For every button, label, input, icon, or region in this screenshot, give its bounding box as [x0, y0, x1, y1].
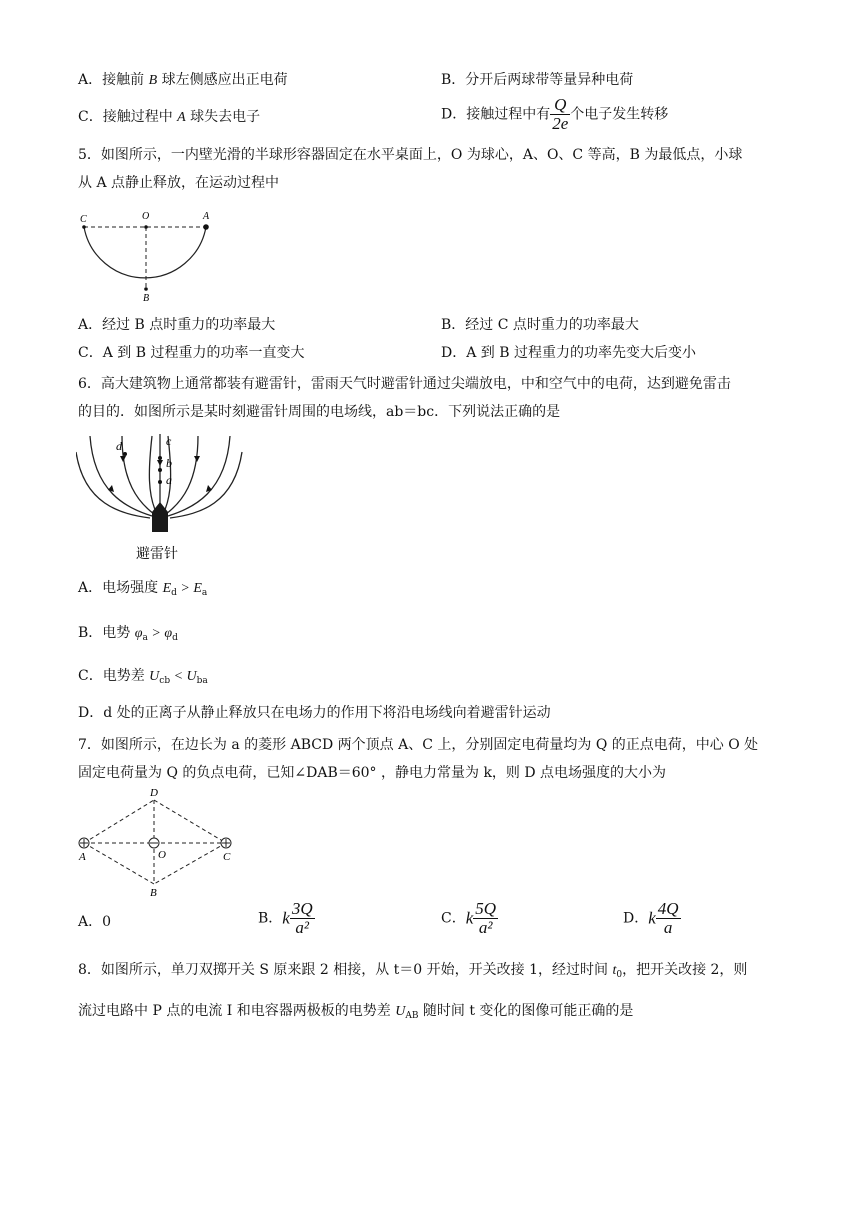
q7-stem-line1: 7．如图所示，在边长为 a 的菱形 ABCD 两个顶点 A、C 上，分别固定电荷量均为 Q 的正点电荷，中心 O 处 — [78, 737, 759, 753]
q5-stem-line1: 5．如图所示，一内壁光滑的半球形容器固定在水平桌面上，O 为球心，A、O、C 等高，B 为最低点，小球 — [78, 147, 743, 163]
label-b: b — [166, 456, 172, 470]
point-b — [144, 287, 148, 291]
edge-ad — [84, 800, 154, 843]
q5-option-c: C．A 到 B 过程重力的功率一直变大 — [78, 345, 305, 361]
q6-stem-line1: 6．高大建筑物上通常都装有避雷针，雷雨天气时避雷针通过尖端放电，中和空气中的电荷，达到避免雷击 — [78, 376, 731, 392]
edge-dc — [154, 800, 226, 843]
q5-hemisphere-figure — [76, 205, 226, 305]
q8-stem-line1: 8．如图所示，单刀双掷开关 S 原来跟 2 相接，从 t＝0 开始，开关改接 1，经过时间 $t_0$，把开关改接 2，则 — [78, 962, 748, 980]
ball-a — [203, 224, 209, 230]
q7-option-b: B．k $\frac{3Q}{\text{a²}}$ — [258, 899, 313, 937]
label-a: A — [203, 211, 210, 222]
q6-option-b: B．电势 $\varphi_a > \varphi_d$ — [78, 625, 178, 643]
q6-option-a: A．电场强度 $E_d > E_a$ — [78, 580, 208, 598]
label-o: O — [158, 849, 166, 861]
arrow-center — [157, 460, 163, 466]
q7-rhombus-figure — [76, 786, 241, 896]
q7-option-a: A．0 — [78, 914, 112, 930]
q4-option-d-fraction: $\frac{Q}{2e}$ — [552, 95, 569, 133]
label-c: c — [166, 434, 172, 448]
q8-stem-line2: 流过电路中 P 点的电流 I 和电容器两极板的电势差 $U_{AB}$ 随时间 t 变化的图像可能正确的是 — [78, 1003, 634, 1021]
lightning-rod-caption: 避雷针 — [136, 547, 178, 562]
q5-option-d: D．A 到 B 过程重力的功率先变大后变小 — [441, 345, 696, 361]
label-a: A — [79, 851, 86, 863]
field-line-far-right — [170, 452, 242, 518]
q4-option-d: D．接触过程中有 $\frac{Q}{2e}$ 个电子发生转移 — [441, 95, 669, 133]
q7-stem-line2: 固定电荷量为 Q 的负点电荷，已知∠DAB＝60° ，静电力常量为 k，则 D 点电场强度的大小为 — [78, 765, 667, 781]
q6-option-c: C．电势差 $U_{cb} < U_{ba}$ — [78, 668, 208, 686]
q6-lightning-rod-figure — [76, 432, 244, 564]
q7-option-c: C．k $\frac{5Q}{\text{a²}}$ — [441, 899, 497, 937]
q4-option-b: B．分开后两球带等量异种电荷 — [441, 72, 634, 88]
point-c — [82, 225, 86, 229]
label-a: a — [166, 473, 172, 487]
q5-option-a: A．经过 B 点时重力的功率最大 — [78, 317, 276, 333]
label-o: O — [142, 211, 150, 222]
charge-a-positive — [79, 838, 89, 848]
label-d: d — [116, 439, 122, 453]
arrow-outer-left — [108, 485, 114, 492]
q5-stem-line2: 从 A 点静止释放，在运动过程中 — [78, 175, 280, 191]
arrow-outer-right — [206, 485, 212, 492]
q4-option-c: C．接触过程中 A 球失去电子 — [78, 109, 261, 125]
arrow-mid-left — [120, 456, 126, 462]
label-c: C — [80, 214, 87, 225]
q6-stem-line2: 的目的．如图所示是某时刻避雷针周围的电场线，ab＝bc．下列说法正确的是 — [78, 404, 561, 420]
charge-c-positive — [221, 838, 231, 848]
q4-option-a: A．接触前 B 球左侧感应出正电荷 — [78, 72, 288, 88]
point-a — [158, 480, 162, 484]
point-o — [144, 225, 148, 229]
charge-o-negative — [149, 838, 159, 848]
point-d — [123, 452, 127, 456]
label-c: C — [223, 851, 231, 863]
field-line-far-left — [76, 452, 150, 518]
label-d: D — [150, 787, 158, 799]
hemisphere-arc — [84, 227, 206, 278]
point-b — [158, 468, 162, 472]
field-line-inner-left — [149, 436, 156, 512]
label-b: B — [150, 887, 157, 896]
point-c — [158, 456, 162, 460]
edge-ba — [84, 843, 154, 884]
arrow-mid-right — [194, 456, 200, 462]
q5-option-b: B．经过 C 点时重力的功率最大 — [441, 317, 639, 333]
q6-option-d: D．d 处的正离子从静止释放只在电场力的作用下将沿电场线向着避雷针运动 — [78, 705, 551, 721]
label-b: B — [143, 293, 150, 304]
q7-option-d: D．k $\frac{4Q}{a}$ — [623, 899, 679, 937]
